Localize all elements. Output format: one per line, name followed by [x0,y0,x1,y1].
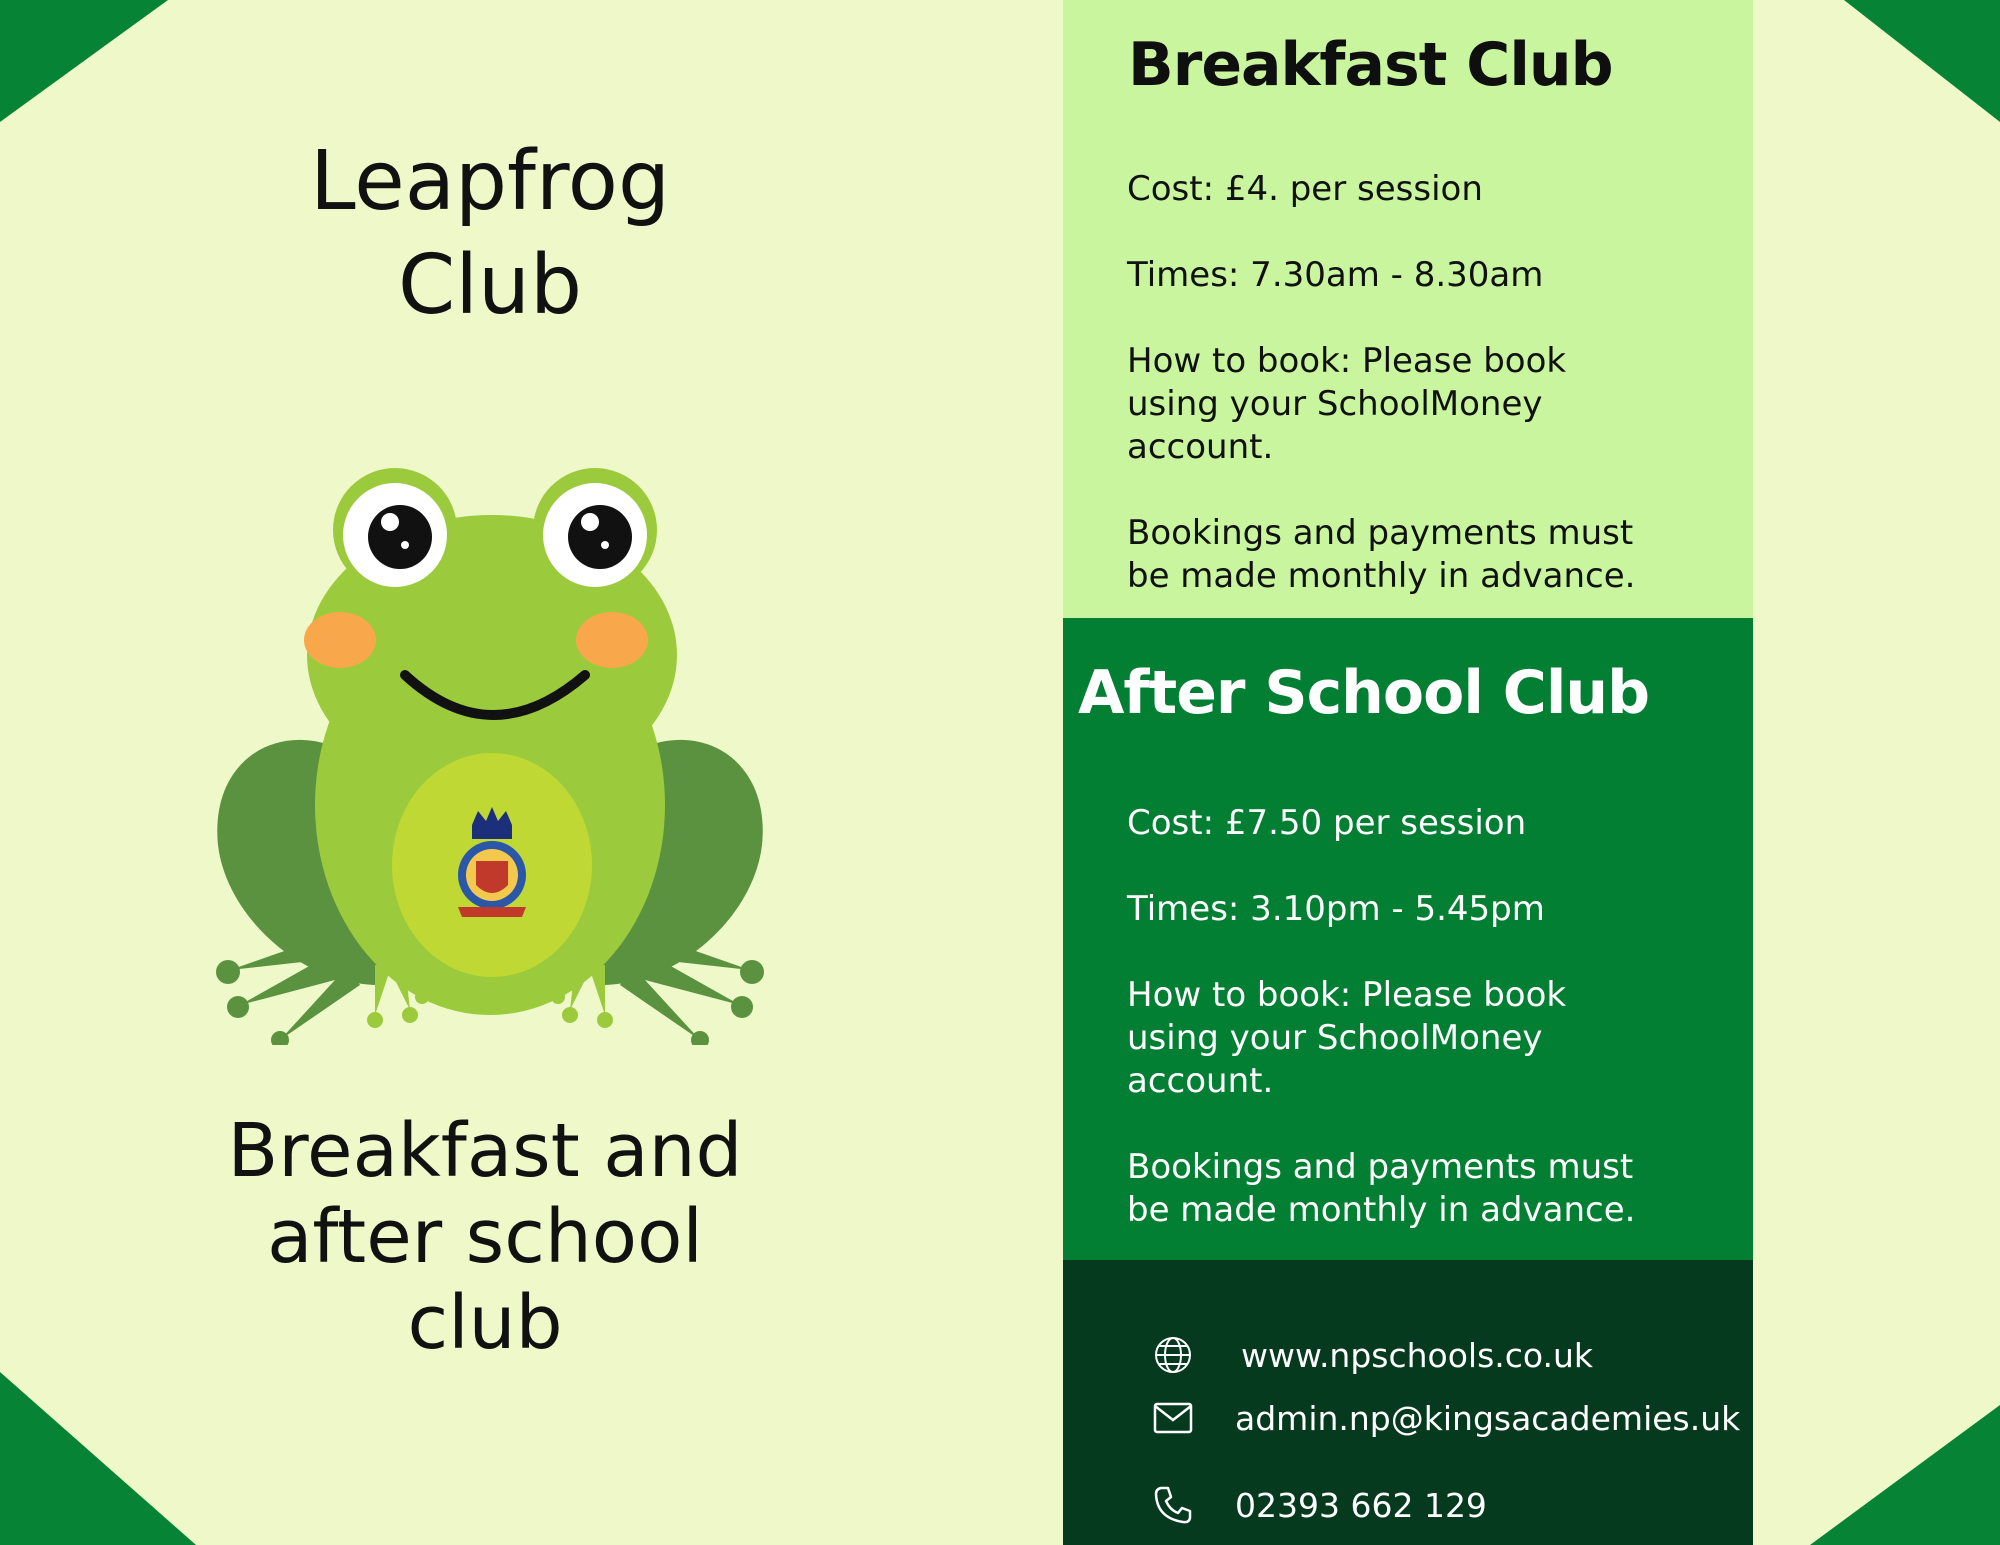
after-school-club-heading: After School Club [1078,658,1650,728]
page-subtitle [160,1108,810,1366]
breakfast-club-heading: Breakfast Club [1128,30,1613,100]
title-line: Leapfrog [310,134,670,229]
globe-icon [1151,1333,1195,1377]
corner-decoration-top-right [1840,0,2000,125]
subtitle-line: club [407,1280,563,1366]
phone-icon [1151,1483,1195,1527]
subtitle-line: Breakfast and [227,1108,743,1194]
after-school-note [1127,1146,1687,1232]
breakfast-club-info [1127,168,1687,641]
corner-decoration-bottom-right [1805,1405,2000,1545]
breakfast-booking-line: How to book: Please book [1127,341,1567,381]
after-school-booking-line: using your SchoolMoney [1127,1018,1543,1058]
after-school-note-line: Bookings and payments must [1127,1147,1634,1187]
phone-text: 02393 662 129 [1235,1485,1487,1525]
email-text: admin.np@kingsacademies.uk [1235,1398,1741,1438]
breakfast-booking [1127,340,1687,469]
after-school-times: Times: 3.10pm - 5.45pm [1127,889,1545,929]
after-school-club-panel [1063,618,1753,1260]
breakfast-club-panel [1063,0,1753,618]
breakfast-cost: Cost: £4. per session [1127,169,1483,209]
after-school-booking-line: How to book: Please book [1127,975,1567,1015]
breakfast-booking-line: account. [1127,427,1274,467]
breakfast-note-line: be made monthly in advance. [1127,556,1636,596]
phone-link[interactable] [1151,1480,1487,1530]
breakfast-booking-line: using your SchoolMoney [1127,384,1543,424]
after-school-booking-line: account. [1127,1061,1274,1101]
website-text: www.npschools.co.uk [1241,1335,1594,1375]
breakfast-times: Times: 7.30am - 8.30am [1127,255,1544,295]
after-school-note-line: be made monthly in advance. [1127,1190,1636,1230]
email-link[interactable] [1151,1393,1740,1443]
website-link[interactable] [1151,1330,1593,1380]
subtitle-line: after school [267,1194,703,1280]
breakfast-note [1127,512,1687,598]
page-title [180,130,800,338]
after-school-club-info [1127,802,1687,1275]
mail-icon [1151,1396,1195,1440]
cover-panel [0,0,980,1545]
after-school-booking [1127,974,1687,1103]
breakfast-note-line: Bookings and payments must [1127,513,1634,553]
title-line: Club [397,238,583,333]
frog-icon [210,465,770,1045]
after-school-cost: Cost: £7.50 per session [1127,803,1527,843]
contact-panel [1063,1260,1753,1545]
